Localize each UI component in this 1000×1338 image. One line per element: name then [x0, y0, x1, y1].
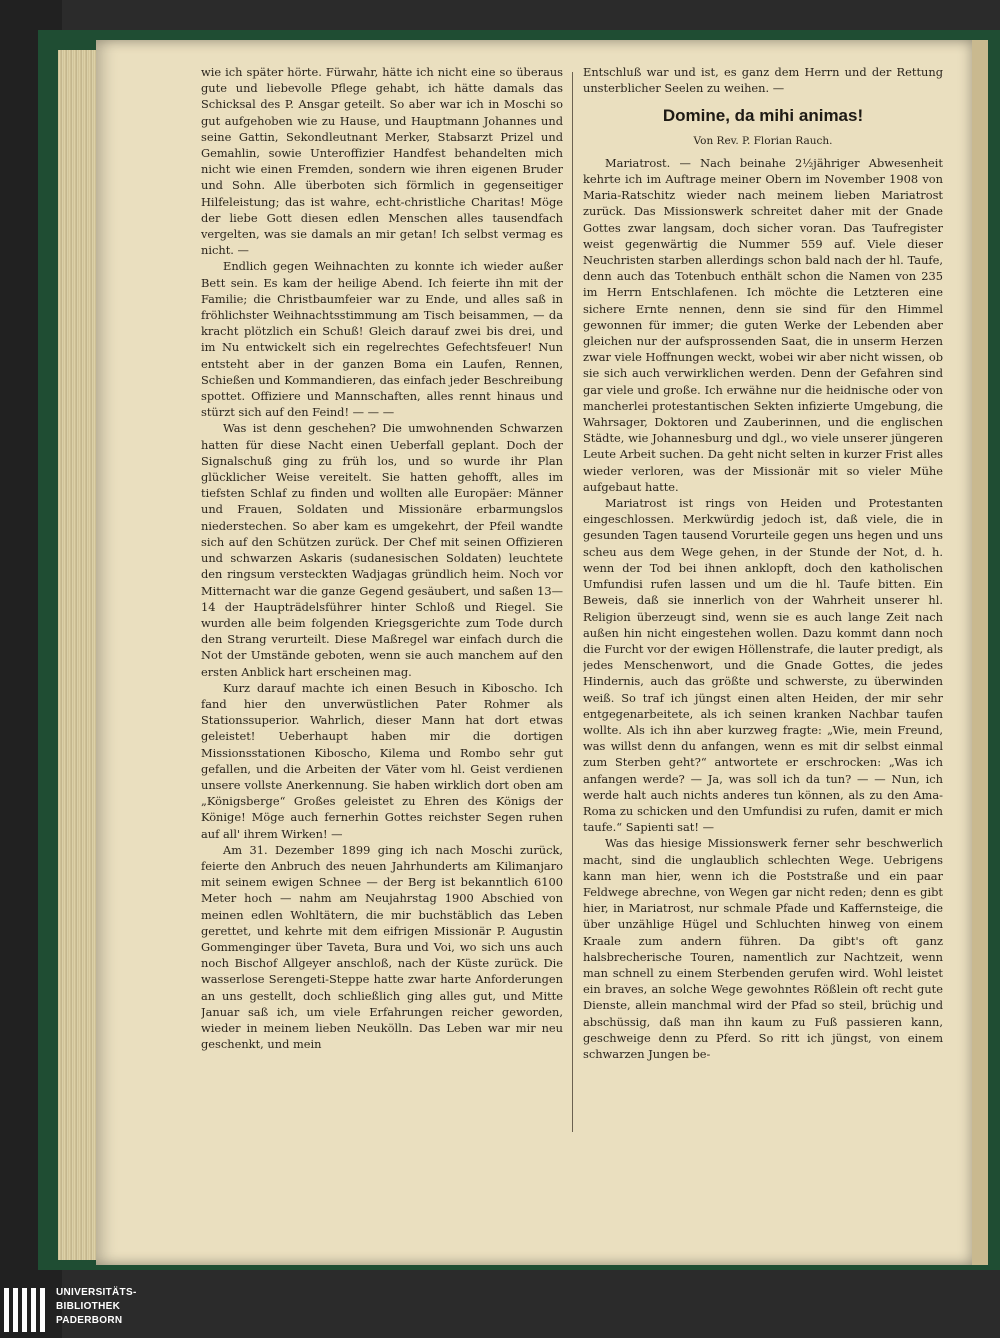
library-logo: [4, 1286, 154, 1334]
paragraph: Kurz darauf machte ich einen Besuch in Kiboscho. Ich fand hier den unverwüstlichen Pater Rohmer als Stationssuperior. Wahrlich, dieser Mann hat dort etwas geleistet! Ueberhaupt haben mir die dortigen Missionsstationen Kiboscho, Kilema und Rombo sehr gut gefallen, und die Arbeiten der Väter vom hl. Geist verdienen unsere vollste Anerkennung. Sie haben wirklich dort oben am „Königsberge“ Großes geleistet zu Ehren des Königs der Könige! Möge auch fernerhin Gottes reichster Segen ruhen auf all' ihrem Wirken! —: [201, 680, 563, 841]
paragraph: Am 31. Dezember 1899 ging ich nach Moschi zurück, feierte den Anbruch des neuen Jahrhunderts am Kilimanjaro mit seinem ewigen Schnee — der Berg ist bekanntlich 6100 Meter hoch — nahm am Neujahrstag 1900 Abschied von meinen edlen Wohltätern, die mir buchstäblich das Leben gerettet, und kehrte mit dem eifrigen Missionär P. Augustin Gommenginger über Taveta, Bura und Voi, wo sich uns auch noch Bischof Allgeyer anschloß, nach der Küste zurück. Die wasserlose Serengeti-Steppe hatte zwar harte Anforderungen an uns gestellt, doch schließlich ging alles gut, und Mitte Januar saß ich, um viele Erfahrungen reicher geworden, wieder in meinem lieben Neukölln. Das Leben war mir neu geschenkt, und mein: [201, 842, 563, 1052]
left-text-column: [201, 64, 563, 1160]
library-logo-icon: [4, 1288, 48, 1332]
column-divider: [572, 72, 573, 1132]
paragraph: Was das hiesige Missionswerk ferner sehr beschwerlich macht, sind die unglaublich schlechten Wege. Uebrigens kann man hier, wenn ich die Poststraße und ein paar Feldwege abrechne, von Wegen gar nicht reden; denn es gibt hier, in Mariatrost, nur schmale Pfade und Kaffernsteige, die über unzählige Hügel und Schluchten hinweg von einem Kraale zum andern führen. Da gibt's oft ganz halsbrecherische Touren, namentlich zur Nachtzeit, wenn man schnell zu einem Sterbenden gerufen wird. Wohl leistet ein braves, an solche Wege gewohntes Rößlein oft recht gute Dienste, allein manchmal wird der Pfad so steil, brüchig und abschüssig, daß man ihn kaum zu Fuß passieren kann, geschweige denn zu Pferd. So ritt ich jüngst, von einem schwarzen Jungen be-: [583, 836, 943, 1061]
page-fore-edge: [972, 40, 988, 1265]
paragraph: Endlich gegen Weihnachten zu konnte ich wieder außer Bett sein. Es kam der heilige Abend. Ich feierte ihn mit der Familie; die Christbaumfeier war zu Ende, und alles saß in fröhlichster Weihnachtsstimmung am Tisch beisammen, — da kracht plötzlich ein Schuß! Gleich darauf zwei bis drei, und im Nu entwickelt sich ein regelrechtes Gefechtsfeuer! Nun entsteht aber in der ganzen Boma ein Laufen, Rennen, Schießen und Kommandieren, das einfach jeder Beschreibung spottet. Offiziere und Mannschaften, alles rennt hinaus und stürzt sich auf den Feind! — — —: [201, 259, 563, 420]
paragraph: wie ich später hörte. Fürwahr, hätte ich nicht eine so überaus gute und liebevolle Pflege gehabt, ich hätte damals das Schicksal des P. Ansgar geteilt. So aber war ich in Moschi so gut aufgehoben wie zu Hause, und Hauptmann Johannes und seine Gattin, Sekondleutnant Merker, Stabsarzt Prizel und Gemahlin, sowie Unteroffizier Handfest behandelten mich nicht wie einen Fremden, sondern wie ihren eigenen Bruder und Sohn. Alle überboten sich förmlich in gegenseitiger Hilfeleistung; das ist wahre, echt-christliche Charitas! Möge der liebe Gott diesen edlen Menschen alles tausendfach vergelten, was sie damals an mir getan! Ich selbst vermag es nicht. —: [201, 65, 563, 258]
paragraph: Mariatrost ist rings von Heiden und Protestanten eingeschlossen. Merkwürdig jedoch ist, daß viele, die in gesunden Tagen tausend Vorurteile gegen uns hegen und uns scheu aus dem Wege gehen, in der Stunde der Not, d. h. wenn der Tod bei ihnen anklopft, doch den katholischen Umfundisi rufen lassen und um die hl. Taufe bitten. Ein Beweis, daß sie innerlich von der Wahrheit unserer hl. Religion überzeugt sind, wenn sie es auch lange Zeit nach außen hin nicht eingestehen wollen. Dazu kommt dann noch die Furcht vor der ewigen Höllenstrafe, die lauter predigt, als jedes Menschenwort, und die Gnade Gottes, die jedes Hindernis, auch das größte und schwerste, zu überwinden weiß. So traf ich jüngst einen alten Heiden, der mir sehr entgegenarbeitete, als ich seinen kranken Nachbar taufen wollte. Als ich ihn aber kurzweg fragte: „Wie, mein Freund, was willst denn du anfangen, wenn es mit dir selbst einmal zum Sterben geht?“ antwortete er erschrocken: „Was ich anfangen werde? — Ja, was soll ich da tun? — — Nun, ich werde halt auch nichts anderes tun können, als zu den Ama-Roma zu schicken und den Umfundisi zu rufen, damit er mich taufe.“ Sapienti sat! —: [583, 496, 943, 835]
paragraph: Mariatrost. — Nach beinahe 2½jähriger Abwesenheit kehrte ich im Auftrage meiner Obern im November 1908 von Maria-Ratschitz wieder nach meinem lieben Mariatrost zurück. Das Missionswerk schreitet daher mit der Gnade Gottes zwar langsam, doch sicher voran. Das Taufregister weist gegenwärtig die Nummer 559 auf. Viele dieser Neuchristen starben allerdings schon bald nach der hl. Taufe, denn auch das Totenbuch enthält schon die Namen von 235 im Herrn Entschlafenen. Ich möchte die Letzteren eine sichere Ernte nennen, denn sie sind für den Himmel gewonnen für immer; die guten Werke der Lebenden aber gleichen nur der aufsprossenden Saat, die in unserm Herzen zwar viele Hoffnungen weckt, wobei wir aber nicht wissen, ob sie sich auch verwirklichen werden. Denn der Gefahren sind gar viele und große. Ich erwähne nur die heidnische oder von mancherlei protestantischen Sekten infizierte Umgebung, die Wahrsager, Doktoren und Zauberinnen, und die englischen Städte, wie Johannesburg und dgl., wo viele unserer jüngeren Leute Arbeit suchen. Da geht nicht selten in kurzer Frist alles wieder verloren, was der Missionär mit so vieler Mühe aufgebaut hatte.: [583, 155, 943, 494]
page-edges: [58, 50, 100, 1260]
article-title: Domine, da mihi animas!: [662, 106, 864, 126]
paragraph: Entschluß war und ist, es ganz dem Herrn und der Rettung unsterblicher Seelen zu weihen. —: [583, 65, 943, 96]
right-text-column: [583, 64, 943, 1144]
paragraph: Was ist denn geschehen? Die umwohnenden Schwarzen hatten für diese Nacht einen Ueberfall geplant. Doch der Signalschuß ging zu früh los, und so wurde ihr Plan glücklicher Weise vereitelt. Sie hatten gehofft, alles im tiefsten Schlaf zu finden und wollten alle Europäer: Männer und Frauen, Soldaten und Missionäre erbarmungslos niederstechen. So aber kam es umgekehrt, der Pfeil wandte sich auf den Schützen zurück. Der Chef mit seinen Offizieren und schwarzen Askaris (sudanesischen Soldaten) leuchtete den ringsum versteckten Wadjagas gründlich heim. Noch vor Mitternacht war die ganze Gegend gesäubert, und saßen 13—14 der Haupträdelsführer hinter Schloß und Riegel. Sie wurden alle beim folgenden Kriegsgerichte zum Tode durch den Strang verurteilt. Diese Maßregel war einfach durch die Not der Umstände geboten, wenn sie auch manchem auf den ersten Anblick hart erscheinen mag.: [201, 421, 563, 679]
article-byline: Von Rev. P. Florian Rauch.: [693, 134, 833, 147]
library-logo-text: UNIVERSITÄTS- BIBLIOTHEK PADERBORN: [56, 1287, 137, 1326]
